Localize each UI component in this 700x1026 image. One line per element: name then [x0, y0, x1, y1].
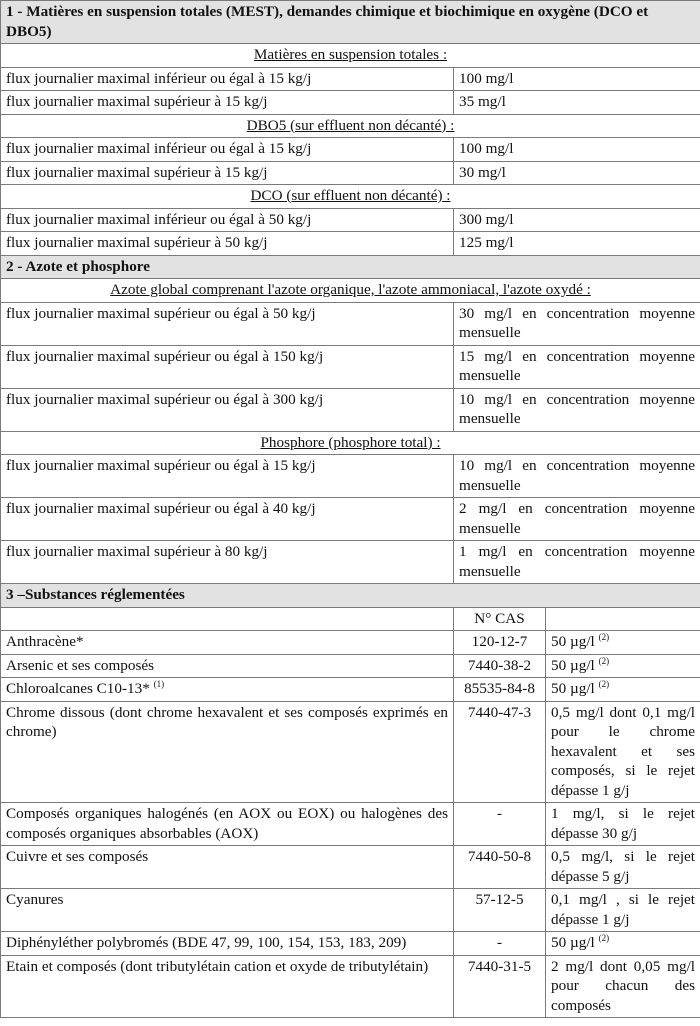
- substance-label: Composés organiques halogénés (en AOX ou EOX) ou halogènes des composés organiques absorbables (AOX): [6, 805, 448, 842]
- substance-row: [1, 889, 700, 932]
- value-column-header: [546, 607, 700, 631]
- row-label: flux journalier maximal supérieur à 50 kg/j: [1, 232, 454, 256]
- footnote-ref: (2): [598, 655, 610, 666]
- cas-number: -: [454, 803, 546, 846]
- table-row: [1, 91, 700, 115]
- row-label: flux journalier maximal inférieur ou égal à 50 kg/j: [1, 208, 454, 232]
- limit-value: [546, 654, 700, 678]
- footnote-ref: (2): [598, 933, 610, 943]
- substance-label: Anthracène*: [6, 633, 84, 650]
- phosphore-subtitle: Phosphore (phosphore total) :: [1, 431, 700, 455]
- row-label: flux journalier maximal inférieur ou égal à 15 kg/j: [1, 138, 454, 162]
- section-3-title: 3 –Substances réglementées: [1, 584, 700, 608]
- limit-text: 50 µg/l: [551, 633, 595, 650]
- substance-name: [1, 803, 454, 846]
- substance-name: [1, 654, 454, 678]
- limit-value: [546, 955, 700, 1018]
- substance-label: Chloroalcanes C10-13*: [6, 680, 150, 697]
- section-3-header-row: [1, 584, 700, 608]
- subheader-row: [1, 114, 700, 138]
- mest-subtitle: Matières en suspension totales :: [1, 44, 700, 68]
- substance-row: [1, 654, 700, 678]
- subheader-row: [1, 185, 700, 209]
- dbo5-subtitle: DBO5 (sur effluent non décanté) :: [1, 114, 700, 138]
- substance-label: Chrome dissous (dont chrome hexavalent et ses composés exprimés en chrome): [6, 703, 448, 740]
- limit-text: 0,5 mg/l, si le rejet dépasse 5 g/j: [551, 848, 696, 885]
- row-value: 10 mg/l en concentration moyenne mensuelle: [454, 388, 700, 431]
- limit-text: 0,1 mg/l , si le rejet dépasse 1 g/j: [551, 891, 696, 928]
- substance-name: [1, 701, 454, 803]
- row-label: flux journalier maximal supérieur ou égal à 50 kg/j: [1, 302, 454, 345]
- limit-text: 50 µg/l: [551, 934, 595, 951]
- substance-row: [1, 932, 700, 956]
- row-value: 2 mg/l en concentration moyenne mensuelle: [454, 498, 700, 541]
- substance-label: Cuivre et ses composés: [6, 848, 149, 865]
- subheader-row: [1, 279, 700, 303]
- limit-text: 0,5 mg/l dont 0,1 mg/l pour le chrome hexavalent et ses composés, si le rejet dépasse 1 g/j: [551, 703, 696, 799]
- row-value: 10 mg/l en concentration moyenne mensuelle: [454, 455, 700, 498]
- limit-text: 1 mg/l, si le rejet dépasse 30 g/j: [551, 805, 696, 842]
- cas-number: 7440-47-3: [454, 701, 546, 803]
- section-2-title: 2 - Azote et phosphore: [1, 255, 700, 279]
- row-value: 300 mg/l: [454, 208, 700, 232]
- substance-name: [1, 955, 454, 1018]
- subheader-row: [1, 44, 700, 68]
- table-row: [1, 302, 700, 345]
- substance-row: [1, 803, 700, 846]
- table-row: [1, 67, 700, 91]
- row-value: 1 mg/l en concentration moyenne mensuelle: [454, 541, 700, 584]
- footnote-ref: (2): [598, 632, 610, 642]
- table-row: [1, 388, 700, 431]
- dco-subtitle: DCO (sur effluent non décanté) :: [1, 185, 700, 209]
- row-value: 30 mg/l en concentration moyenne mensuelle: [454, 302, 700, 345]
- substance-label: Diphényléther polybromés (BDE 47, 99, 100, 154, 153, 183, 209): [6, 934, 407, 951]
- row-value: 30 mg/l: [454, 161, 700, 185]
- cas-number: 7440-31-5: [454, 955, 546, 1018]
- limit-text: 50 µg/l: [551, 656, 595, 674]
- substance-name: [1, 846, 454, 889]
- cas-number: 57-12-5: [454, 889, 546, 932]
- limit-value: [546, 631, 700, 655]
- limit-value: [546, 701, 700, 803]
- cas-number: 120-12-7: [454, 631, 546, 655]
- substance-name: [1, 889, 454, 932]
- substance-label: Arsenic et ses composés: [6, 656, 155, 674]
- row-value: 100 mg/l: [454, 67, 700, 91]
- cas-number: 7440-38-2: [454, 654, 546, 678]
- cas-column-header: N° CAS: [454, 607, 546, 631]
- cas-number: 85535-84-8: [454, 678, 546, 702]
- section-2-header-row: [1, 255, 700, 279]
- limit-value: [546, 803, 700, 846]
- table-row: [1, 208, 700, 232]
- row-value: 15 mg/l en concentration moyenne mensuelle: [454, 345, 700, 388]
- substance-label: Etain et composés (dont tributylétain cation et oxyde de tributylétain): [6, 957, 429, 975]
- row-label: flux journalier maximal supérieur ou égal à 40 kg/j: [1, 498, 454, 541]
- row-label: flux journalier maximal supérieur à 15 kg/j: [1, 91, 454, 115]
- footnote-ref: (2): [598, 679, 610, 689]
- row-value: 35 mg/l: [454, 91, 700, 115]
- subheader-row: [1, 431, 700, 455]
- substance-row: [1, 678, 700, 702]
- substance-name: [1, 678, 454, 702]
- table-row: [1, 498, 700, 541]
- substance-row: [1, 846, 700, 889]
- limit-text: 50 µg/l: [551, 680, 595, 697]
- cas-number: 7440-50-8: [454, 846, 546, 889]
- substance-row: [1, 955, 700, 1018]
- row-label: flux journalier maximal supérieur ou égal à 150 kg/j: [1, 345, 454, 388]
- row-label: flux journalier maximal supérieur ou égal à 300 kg/j: [1, 388, 454, 431]
- column-header-row: [1, 607, 700, 631]
- footnote-ref: (1): [153, 679, 165, 689]
- substances-list: [1, 631, 700, 1018]
- table-row: [1, 138, 700, 162]
- section-1-title: 1 - Matières en suspension totales (MEST), demandes chimique et biochimique en oxygène (DCO et DBO5): [1, 1, 700, 44]
- row-label: flux journalier maximal supérieur à 15 kg/j: [1, 161, 454, 185]
- substance-label: Cyanures: [6, 891, 64, 908]
- table-row: [1, 161, 700, 185]
- substance-row: [1, 701, 700, 803]
- limit-value: [546, 889, 700, 932]
- row-value: 100 mg/l: [454, 138, 700, 162]
- table-row: [1, 541, 700, 584]
- substance-name: [1, 631, 454, 655]
- limit-value: [546, 678, 700, 702]
- azote-subtitle: Azote global comprenant l'azote organique, l'azote ammoniacal, l'azote oxydé :: [1, 279, 700, 303]
- substance-column-header: [1, 607, 454, 631]
- row-label: flux journalier maximal supérieur à 80 kg/j: [1, 541, 454, 584]
- section-1-header-row: [1, 1, 700, 44]
- table-row: [1, 345, 700, 388]
- cas-number: -: [454, 932, 546, 956]
- limit-value: [546, 846, 700, 889]
- limit-value: [546, 932, 700, 956]
- substance-row: [1, 631, 700, 655]
- row-value: 125 mg/l: [454, 232, 700, 256]
- substance-name: [1, 932, 454, 956]
- table-row: [1, 455, 700, 498]
- limit-text: 2 mg/l dont 0,05 mg/l pour chacun des composés: [551, 957, 696, 1014]
- row-label: flux journalier maximal inférieur ou égal à 15 kg/j: [1, 67, 454, 91]
- row-label: flux journalier maximal supérieur ou égal à 15 kg/j: [1, 455, 454, 498]
- table-row: [1, 232, 700, 256]
